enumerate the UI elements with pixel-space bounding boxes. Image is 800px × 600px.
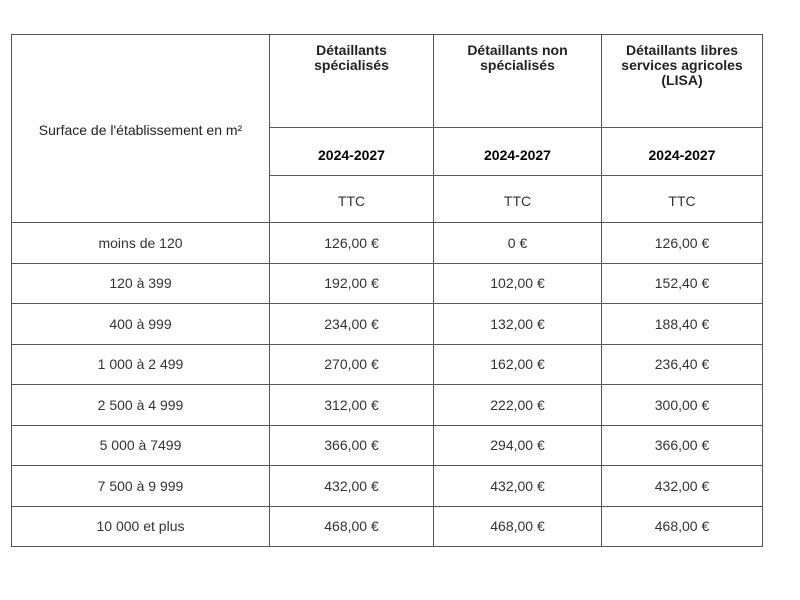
unit-cell: TTC: [602, 176, 763, 223]
value-cell: 312,00 €: [270, 385, 434, 426]
table-row: [12, 385, 763, 426]
table-row: [12, 223, 763, 264]
table-row: [12, 425, 763, 466]
value-cell: 152,40 €: [602, 263, 763, 304]
column-header-non-specialises: [434, 35, 602, 128]
value-cell: 188,40 €: [602, 304, 763, 345]
surface-cell: 5 000 à 7499: [12, 425, 270, 466]
value-cell: 126,00 €: [602, 223, 763, 264]
value-cell: 222,00 €: [434, 385, 602, 426]
value-cell: 432,00 €: [434, 466, 602, 507]
table-row: [12, 263, 763, 304]
value-cell: 234,00 €: [270, 304, 434, 345]
value-cell: 132,00 €: [434, 304, 602, 345]
value-cell: 432,00 €: [270, 466, 434, 507]
header-row: [12, 35, 763, 128]
table-row: [12, 304, 763, 345]
value-cell: 468,00 €: [270, 506, 434, 547]
value-cell: 366,00 €: [270, 425, 434, 466]
period-cell: 2024-2027: [270, 128, 434, 176]
table-row: [12, 506, 763, 547]
value-cell: 236,40 €: [602, 344, 763, 385]
value-cell: 432,00 €: [602, 466, 763, 507]
column-header-label: Détaillants spécialisés: [314, 42, 389, 73]
surface-cell: 10 000 et plus: [12, 506, 270, 547]
value-cell: 294,00 €: [434, 425, 602, 466]
value-cell: 162,00 €: [434, 344, 602, 385]
column-header-specialises: [270, 35, 434, 128]
value-cell: 270,00 €: [270, 344, 434, 385]
period-cell: 2024-2027: [434, 128, 602, 176]
surface-cell: 2 500 à 4 999: [12, 385, 270, 426]
surface-cell: moins de 120: [12, 223, 270, 264]
surface-cell: 7 500 à 9 999: [12, 466, 270, 507]
period-cell: 2024-2027: [602, 128, 763, 176]
surface-header-label: Surface de l'établissement en m²: [38, 121, 243, 138]
surface-cell: 1 000 à 2 499: [12, 344, 270, 385]
surface-header-cell: [12, 35, 270, 223]
unit-cell: TTC: [270, 176, 434, 223]
column-header-label: Détaillants non spécialisés: [467, 42, 568, 73]
value-cell: 468,00 €: [434, 506, 602, 547]
value-cell: 300,00 €: [602, 385, 763, 426]
table-row: [12, 344, 763, 385]
surface-cell: 120 à 399: [12, 263, 270, 304]
surface-cell: 400 à 999: [12, 304, 270, 345]
table-row: [12, 466, 763, 507]
value-cell: 126,00 €: [270, 223, 434, 264]
column-header-lisa: [602, 35, 763, 128]
value-cell: 192,00 €: [270, 263, 434, 304]
value-cell: 468,00 €: [602, 506, 763, 547]
value-cell: 102,00 €: [434, 263, 602, 304]
value-cell: 0 €: [434, 223, 602, 264]
value-cell: 366,00 €: [602, 425, 763, 466]
column-header-label: Détaillants libres services agricoles (LISA): [621, 42, 743, 88]
fee-table: [11, 34, 763, 547]
unit-cell: TTC: [434, 176, 602, 223]
